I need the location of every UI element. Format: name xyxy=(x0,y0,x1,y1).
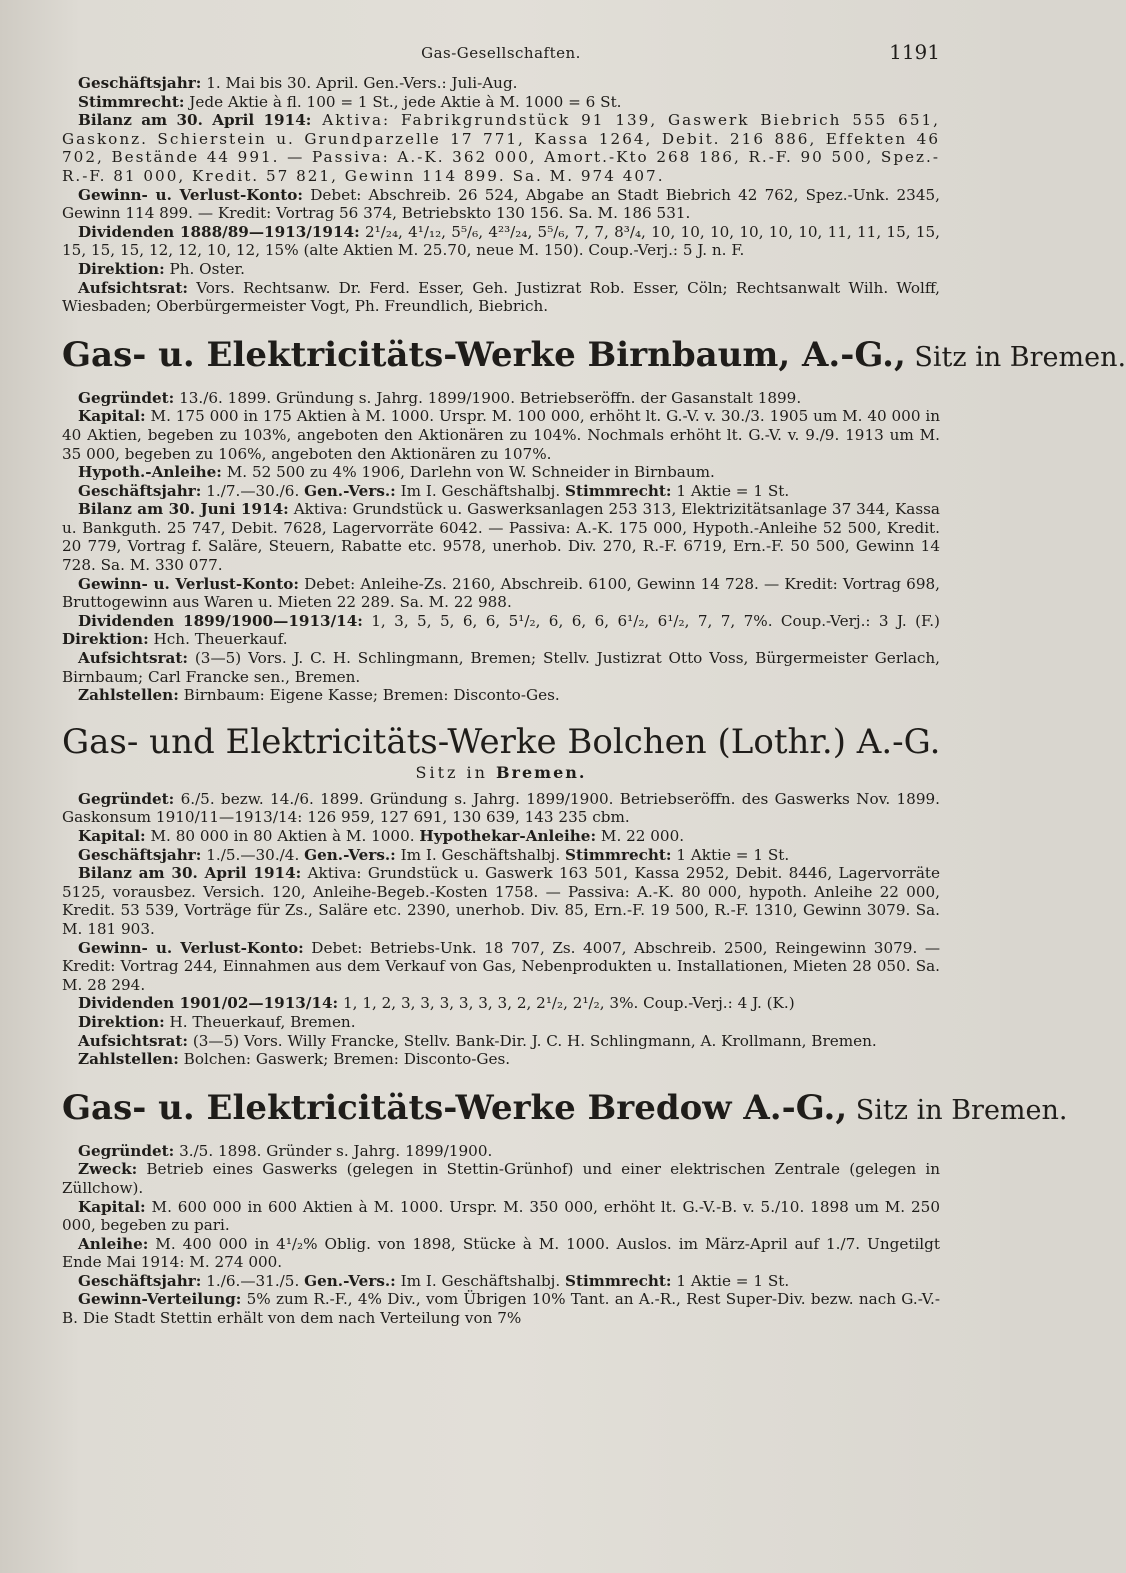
company-seat: Sitz in Bremen. xyxy=(905,341,1126,373)
label: Bilanz am 30. April 1914: xyxy=(78,864,302,883)
text: 1 Aktie = 1 St. xyxy=(671,481,790,500)
label: Dividenden 1888/89—1913/1914: xyxy=(78,222,360,241)
entry-hypoth-anleihe xyxy=(62,463,940,482)
entry-gegruendet xyxy=(62,389,940,408)
seat-prefix: Sitz in xyxy=(415,762,497,782)
text: Bolchen: Gaswerk; Bremen: Disconto-Ges. xyxy=(178,1050,511,1069)
entry-dividenden xyxy=(62,994,940,1013)
entry-bilanz xyxy=(62,864,940,938)
running-title: Gas-Gesellschaften. xyxy=(421,44,581,62)
text: Hch. Theuerkauf. xyxy=(148,630,288,649)
label: Gen.-Vers.: xyxy=(304,845,396,864)
text: 1. Mai bis 30. April. Gen.-Vers.: Juli-Aug. xyxy=(201,74,518,92)
entry-geschaeftsjahr xyxy=(62,74,940,93)
company-heading xyxy=(62,1087,1068,1130)
entry-gewinn-verteilung xyxy=(62,1290,940,1327)
entry-geschaeftsjahr xyxy=(62,1272,940,1291)
label: Aufsichtsrat: xyxy=(78,1031,188,1050)
entry-geschaeftsjahr xyxy=(62,482,940,501)
text: Im I. Geschäftshalbj. xyxy=(395,481,566,500)
label: Aufsichtsrat: xyxy=(78,649,188,668)
label: Hypoth.-Anleihe: xyxy=(78,463,222,482)
label: Direktion: xyxy=(62,630,149,649)
running-header xyxy=(62,40,940,74)
text: Im I. Geschäftshalbj. xyxy=(395,1271,566,1290)
text: (3—5) Vors. J. C. H. Schlingmann, Bremen; Stellv. Justizrat Otto Voss, Bürgermeister Gerlach, Birnbaum; Carl Francke sen., Bremen. xyxy=(62,649,940,686)
entry-guv xyxy=(62,939,940,995)
company-name: Gas- u. Elektricitäts-Werke Birnbaum, A.-G., xyxy=(62,334,906,375)
label: Gewinn- u. Verlust-Konto: xyxy=(78,574,299,593)
text: Aktiva: Fabrikgrundstück 91 139, Gaswerk Biebrich 555 651, Gaskonz. Schierstein u. Grundparzelle 17 771, Kassa 1264, Debit. 216 886, Effekten 46 702, Bestände 44 991. — Passiva: A.-K. 362 000, Amort.-Kto 268 186, R.-F. 90 500, Spez.-R.-F. 81 000, Kredit. 57 821, Gewinn 114 899. Sa. M. 974 407. xyxy=(62,111,941,185)
entry-zweck xyxy=(62,1160,940,1197)
label: Hypothekar-Anleihe: xyxy=(419,827,597,845)
label: Kapital: xyxy=(78,827,146,845)
text: Debet: Betriebs-Unk. 18 707, Zs. 4007, Abschreib. 2500, Reingewinn 3079. — Kredit: Vortrag 244, Einnahmen aus dem Verkauf von Gas, Nebenprodukten u. Installationen, Mieten 28 050. Sa. M. 28 294. xyxy=(62,938,941,994)
label: Gen.-Vers.: xyxy=(304,481,396,500)
text: Birnbaum: Eigene Kasse; Bremen: Disconto-Ges. xyxy=(178,686,560,705)
entry-bilanz xyxy=(62,500,940,574)
text: 1./5.—30./4. xyxy=(201,845,305,864)
company-seat: Sitz in Bremen. xyxy=(847,1094,1068,1126)
entry-stimmrecht xyxy=(62,93,940,112)
text: 1 Aktie = 1 St. xyxy=(671,1271,790,1290)
text: 5% zum R.-F., 4% Div., vom Übrigen 10% Tant. an A.-R., Rest Super-Div. bezw. nach G.-V.-B. Die Stadt Stettin erhält von dem nach Verteilung von 7% xyxy=(62,1290,940,1328)
text: 1./6.—31./5. xyxy=(201,1271,305,1290)
text: Debet: Abschreib. 26 524, Abgabe an Stadt Biebrich 42 762, Spez.-Unk. 2345, Gewinn 114 899. — Kredit: Vortrag 56 374, Betriebskto 130 156. Sa. M. 186 531. xyxy=(62,185,940,223)
text: (3—5) Vors. Willy Francke, Stellv. Bank-Dir. J. C. H. Schlingmann, A. Krollmann, Bremen. xyxy=(188,1031,877,1050)
text: 1 Aktie = 1 St. xyxy=(671,845,790,864)
text: M. 52 500 zu 4% 1906, Darlehn von W. Schneider in Birnbaum. xyxy=(221,463,715,482)
entry-aufsichtsrat xyxy=(62,279,940,316)
text: Aktiva: Grundstück u. Gaswerk 163 501, Kassa 2952, Debit. 8446, Lagervorräte 5125, vorausbez. Versich. 120, Anleihe-Begeb.-Kosten 1758. — Passiva: A.-K. 80 000, hypoth. Anleihe 22 000, Kredit. 53 539, Vorträge für Zs., Saläre etc. 2390, unerhob. Div. 85, Ern.-F. 19 500, R.-F. 1310, Gewinn 3079. Sa. M. 181 903. xyxy=(62,864,940,938)
label: Stimmrecht: xyxy=(565,845,672,864)
label: Gewinn-Verteilung: xyxy=(78,1290,242,1309)
entry-gegruendet xyxy=(62,1142,940,1161)
label: Dividenden 1899/1900—1913/14: xyxy=(78,611,363,630)
label: Geschäftsjahr: xyxy=(78,481,202,500)
label: Zahlstellen: xyxy=(78,686,179,705)
label: Gewinn- u. Verlust-Konto: xyxy=(78,185,304,204)
company-seat xyxy=(62,763,940,782)
label: Bilanz am 30. April 1914: xyxy=(78,111,312,130)
entry-kapital xyxy=(62,407,940,463)
text: Im I. Geschäftshalbj. xyxy=(395,845,566,864)
section-company-bredow xyxy=(62,1087,1068,1328)
label: Gegründet: xyxy=(78,388,175,407)
label: Stimmrecht: xyxy=(565,1271,672,1290)
entry-dividenden xyxy=(62,223,940,260)
section-company-birnbaum xyxy=(62,334,1126,705)
label: Aufsichtsrat: xyxy=(78,278,188,297)
label: Direktion: xyxy=(78,259,165,278)
company-heading xyxy=(62,334,1126,377)
page-number: 1191 xyxy=(889,40,940,64)
label: Gen.-Vers.: xyxy=(304,1271,396,1290)
text: Aktiva: Grundstück u. Gaswerksanlagen 253 313, Elektrizitätsanlage 37 344, Kassa u. Bankguth. 25 747, Debit. 7628, Lagervorräte 6042. — Passiva: A.-K. 175 000, Hypoth.-Anleihe 52 500, Kredit. 20 779, Vortrag f. Saläre, Steuern, Rabatte etc. 9578, unerhob. Div. 270, R.-F. 6719, Ern.-F. 50 500, Gewinn 14 728. Sa. M. 330 077. xyxy=(62,500,940,575)
entry-aufsichtsrat xyxy=(62,1032,940,1051)
label: Gegründet: xyxy=(78,789,175,808)
company-name: Gas- u. Elektricitäts-Werke Bredow A.-G., xyxy=(62,1087,848,1128)
section-company-bolchen xyxy=(62,723,940,1069)
entry-dividenden xyxy=(62,612,940,649)
text: M. 80 000 in 80 Aktien à M. 1000. xyxy=(145,827,420,845)
seat-city: Bremen. xyxy=(496,762,587,782)
entry-gegruendet xyxy=(62,790,940,827)
text: Vors. Rechtsanw. Dr. Ferd. Esser, Geh. Justizrat Rob. Esser, Cöln; Rechtsanwalt Wilh. Wolff, Wiesbaden; Oberbürgermeister Vogt, Ph. Freundlich, Biebrich. xyxy=(62,278,940,316)
entry-aufsichtsrat xyxy=(62,649,940,686)
label: Dividenden 1901/02—1913/14: xyxy=(78,994,339,1013)
entry-kapital xyxy=(62,827,940,846)
text: Ph. Oster. xyxy=(164,259,245,278)
label: Direktion: xyxy=(78,1012,165,1031)
text: 1, 1, 2, 3, 3, 3, 3, 3, 3, 2, 2¹/₂, 2¹/₂, 3%. Coup.-Verj.: 4 J. (K.) xyxy=(338,994,795,1013)
text: 6./5. bezw. 14./6. 1899. Gründung s. Jahrg. 1899/1900. Betriebseröffn. des Gaswerks Nov. 1899. Gaskonsum 1910/11—1913/14: 126 959, 127 691, 130 639, 143 235 cbm. xyxy=(62,789,940,827)
label: Zahlstellen: xyxy=(78,1050,179,1069)
label: Kapital: xyxy=(78,407,146,426)
label: Gewinn- u. Verlust-Konto: xyxy=(78,938,304,957)
entry-bilanz xyxy=(62,111,940,185)
entry-kapital xyxy=(62,1198,940,1235)
text: M. 400 000 in 4¹/₂% Oblig. von 1898, Stücke à M. 1000. Auslos. im März-April auf 1./7. Ungetilgt Ende Mai 1914: M. 274 000. xyxy=(62,1234,940,1272)
entry-zahlstellen xyxy=(62,1050,940,1069)
text: H. Theuerkauf, Bremen. xyxy=(164,1012,356,1031)
label: Gegründet: xyxy=(78,1141,175,1160)
text: 3./5. 1898. Gründer s. Jahrg. 1899/1900. xyxy=(174,1141,493,1160)
text: M. 600 000 in 600 Aktien à M. 1000. Urspr. M. 350 000, erhöht lt. G.-V.-B. v. 5./10. 1898 um M. 250 000, begeben zu pari. xyxy=(62,1197,940,1235)
label: Bilanz am 30. Juni 1914: xyxy=(78,500,289,519)
label: Kapital: xyxy=(78,1197,146,1216)
label: Geschäftsjahr: xyxy=(78,845,202,864)
entry-geschaeftsjahr xyxy=(62,846,940,865)
text: 13./6. 1899. Gründung s. Jahrg. 1899/1900. Betriebseröffn. der Gasanstalt 1899. xyxy=(174,388,802,407)
text: 1, 3, 5, 5, 6, 6, 5¹/₂, 6, 6, 6, 6¹/₂, 6¹/₂, 7, 7, 7%. Coup.-Verj.: 3 J. (F.) xyxy=(362,611,940,630)
label: Geschäftsjahr: xyxy=(78,1271,202,1290)
entry-guv xyxy=(62,186,940,223)
text: Jede Aktie à fl. 100 = 1 St., jede Aktie à M. 1000 = 6 St. xyxy=(184,92,622,111)
text: M. 22 000. xyxy=(596,827,685,845)
text: 2¹/₂₄, 4¹/₁₂, 5⁵/₆, 4²³/₂₄, 5⁵/₆, 7, 7, 8³/₄, 10, 10, 10, 10, 10, 10, 11, 11, 15, 15, 15, 15, 15, 12, 12, 10, 12, 15% (alte Aktien M. 25.70, neue M. 150). Coup.-Verj.: 5 J. n. F. xyxy=(62,222,941,260)
text: M. 175 000 in 175 Aktien à M. 1000. Urspr. M. 100 000, erhöht lt. G.-V. v. 30./3. 1905 um M. 40 000 in 40 Aktien, begeben zu 103%, angeboten den Aktionären zu 104%. Nochmals erhöht lt. G.-V. v. 9./9. 1913 um M. 35 000, begeben zu 106%, angeboten den Aktionären zu 107%. xyxy=(62,407,940,463)
entry-anleihe xyxy=(62,1235,940,1272)
label: Geschäftsjahr: xyxy=(78,74,202,92)
entry-zahlstellen xyxy=(62,686,940,705)
entry-direktion xyxy=(62,1013,940,1032)
company-heading: Gas- und Elektricitäts-Werke Bolchen (Lothr.) A.-G. xyxy=(62,721,941,762)
text: Betrieb eines Gaswerks (gelegen in Stettin-Grünhof) und einer elektrischen Zentrale (gelegen in Züllchow). xyxy=(62,1160,940,1197)
label: Stimmrecht: xyxy=(565,481,672,500)
entry-direktion xyxy=(62,260,940,279)
label: Anleihe: xyxy=(78,1234,149,1253)
entry-guv xyxy=(62,575,940,612)
label: Stimmrecht: xyxy=(78,92,185,111)
text: Debet: Anleihe-Zs. 2160, Abschreib. 6100, Gewinn 14 728. — Kredit: Vortrag 698, Bruttogewinn aus Waren u. Mieten 22 289. Sa. M. 22 988. xyxy=(62,574,940,612)
section-previous-company xyxy=(62,74,940,316)
text: 1./7.—30./6. xyxy=(201,481,305,500)
label: Zweck: xyxy=(78,1160,138,1179)
